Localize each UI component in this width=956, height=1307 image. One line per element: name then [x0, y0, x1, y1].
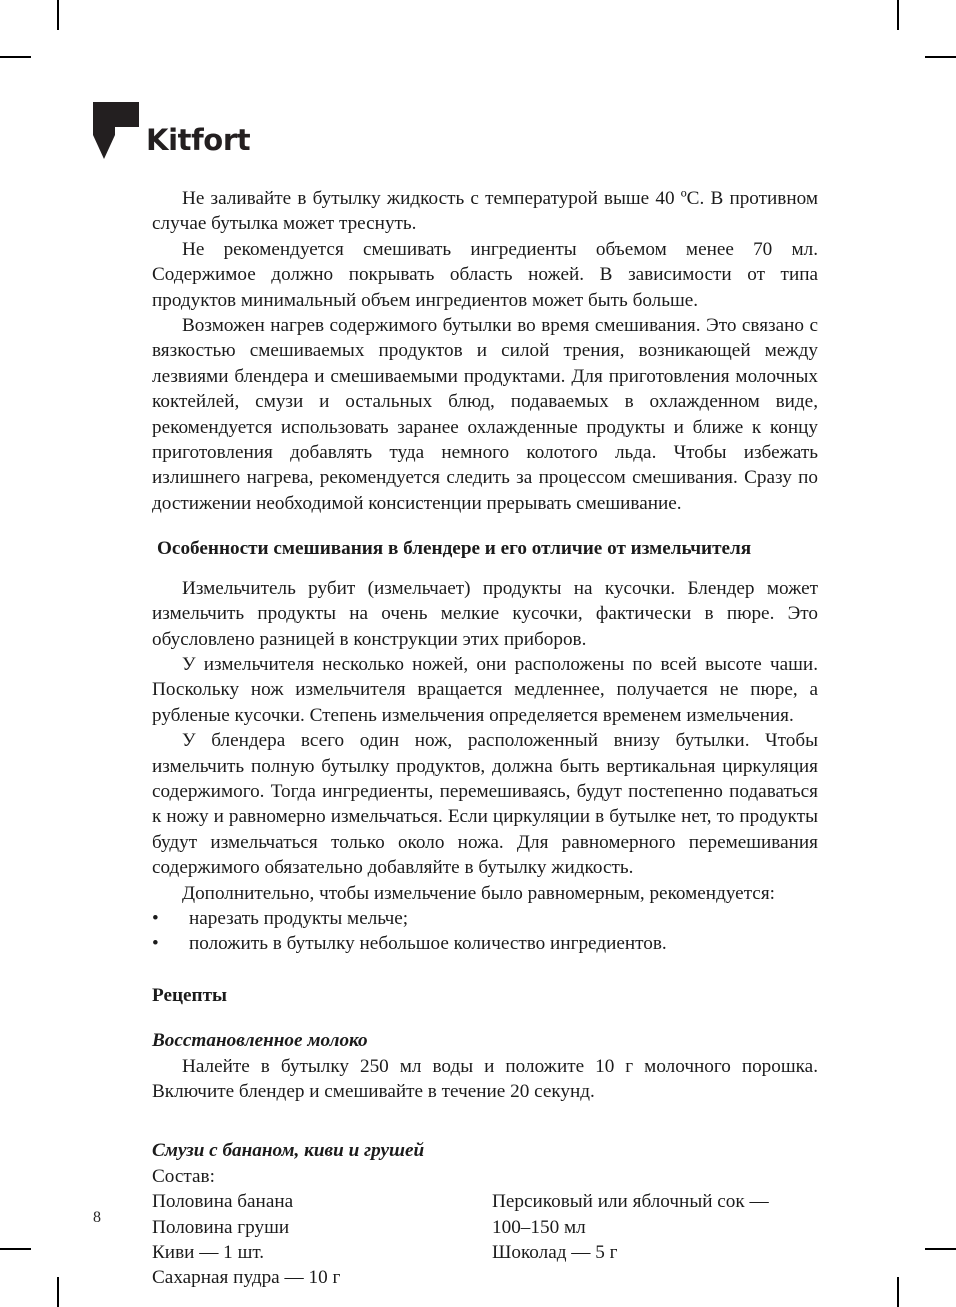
- brand-logo: [93, 102, 250, 160]
- paragraph-chopper-definition: Измельчитель рубит (измельчает) продукты на кусочки. Блендер может измельчить продукты на очень мелкие кусочки, фактически в пюре. Это обусловлено разницей в конструкции этих приборов.: [152, 577, 818, 650]
- paragraph-chopper-blades: У измельчителя несколько ножей, они расположены по всей высоте чаши. Поскольку нож измельчителя вращается медленнее, получается не пюре, а рубленые кусочки. Степень измельчения определяется временем измельчения.: [152, 653, 818, 726]
- spacer: [152, 1008, 818, 1028]
- spacer: [152, 562, 818, 576]
- list-item: [152, 931, 818, 956]
- page-content: [152, 186, 818, 1291]
- ingredient-line: 100–150 мл: [492, 1216, 586, 1238]
- paragraph-additional-tips: Дополнительно, чтобы измельчение было равномерным, рекомендуется:: [182, 882, 775, 904]
- recipe-ingredients: [152, 1189, 818, 1291]
- list-item-label: нарезать продукты мельче;: [189, 907, 409, 929]
- spacer: [152, 516, 818, 536]
- page-number: 8: [93, 1209, 101, 1226]
- paragraph-minimum-volume: Не рекомендуется смешивать ингредиенты объемом менее 70 мл. Содержимое должно покрывать область ножей. В зависимости от типа продуктов минимальный объем ингредиентов может быть больше.: [152, 238, 818, 311]
- paragraph-blender-blade: У блендера всего один нож, расположенный внизу бутылки. Чтобы измельчить полную бутылку продуктов, должна быть вертикальная циркуляция содержимого. Тогда ингредиенты, перемешиваясь, будут постепенно подаваться к ножу и равномерно измельчаться. Если циркуляции в бутылке нет, то продукты будут измельчаться только около ножа. Для равномерного перемешивания содержимого обязательно добавляйте в бутылку жидкость.: [152, 730, 818, 879]
- spacer: [152, 957, 818, 983]
- ingredient-line: Сахарная пудра — 10 г: [152, 1267, 341, 1289]
- ingredient-line: Половина груши: [152, 1216, 290, 1238]
- heading-blender-vs-chopper: Особенности смешивания в блендере и его отличие от измельчителя: [157, 538, 752, 560]
- ingredients-column-left: [152, 1189, 492, 1291]
- kitfort-flag-logo-icon: [93, 102, 139, 160]
- bullet-icon: •: [152, 933, 159, 955]
- list-item: [152, 906, 818, 931]
- bullet-icon: •: [152, 907, 159, 929]
- paragraph-heating-warning: Возможен нагрев содержимого бутылки во время смешивания. Это связано с вязкостью смешиваемых продуктов и силой трения, возникающей между лезвиями блендера и смешиваемыми продуктами. Для приготовления молочных коктейлей, смузи и остальных блюд, подаваемых в охлажденном виде, рекомендуется использовать заранее охлажденные продукты и ближе к концу приготовления добавлять туда немного колотого льда. Чтобы избежать излишнего нагрева, рекомендуется следить за процессом смешивания. Сразу по достижении необходимой консистенции прерывать смешивание.: [152, 315, 818, 514]
- ingredient-line: Половина банана: [152, 1191, 294, 1213]
- brand-name: Kitfort: [146, 123, 251, 157]
- list-item-label: положить в бутылку небольшое количество ингредиентов.: [189, 933, 667, 955]
- spacer: [152, 1104, 818, 1138]
- recipe-title-reconstituted-milk: Восстановленное молоко: [152, 1030, 368, 1052]
- recipe-title-smoothie: Смузи с бананом, киви и грушей: [152, 1140, 425, 1162]
- tips-bullet-list: [152, 906, 818, 957]
- recipe-text-reconstituted-milk: Налейте в бутылку 250 мл воды и положите 10 г молочного порошка. Включите блендер и смешивайте в течение 20 секунд.: [152, 1055, 818, 1102]
- recipe-composition-label: Состав:: [152, 1165, 215, 1187]
- paragraph-temperature-warning: Не заливайте в бутылку жидкость с температурой выше 40 ºC. В противном случае бутылка может треснуть.: [152, 188, 818, 235]
- ingredient-line: Киви — 1 шт.: [152, 1242, 265, 1264]
- ingredients-column-right: [492, 1189, 818, 1291]
- heading-recipes: Рецепты: [152, 984, 228, 1006]
- ingredient-line: Персиковый или яблочный сок —: [492, 1191, 769, 1213]
- ingredient-line: Шоколад — 5 г: [492, 1242, 618, 1264]
